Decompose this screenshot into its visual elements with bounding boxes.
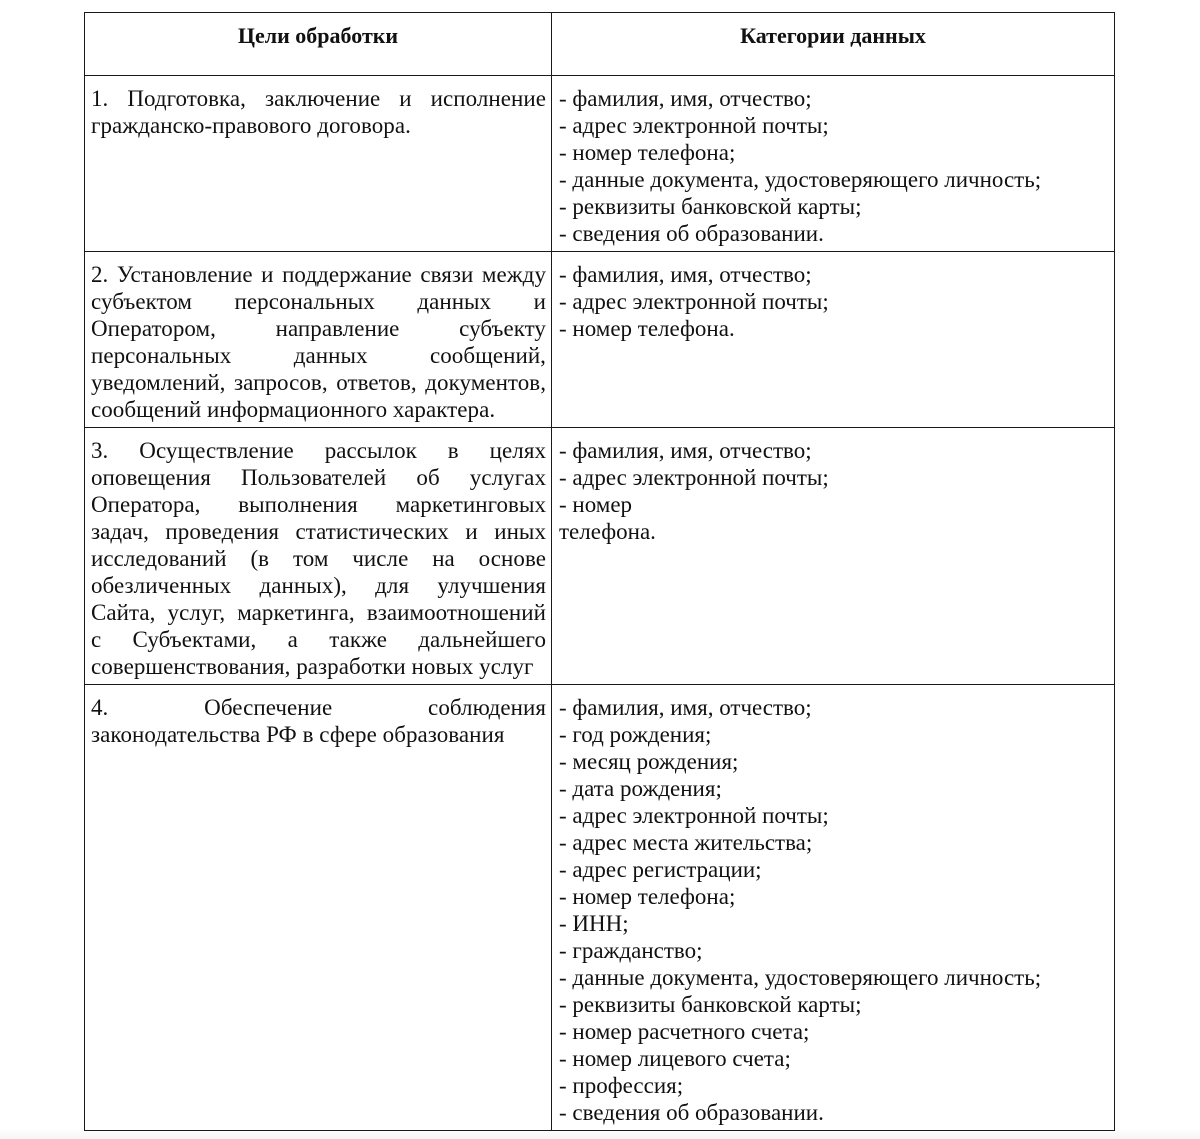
categories-list [552,428,1114,545]
header-goals: Цели обработки [85,13,552,76]
goal-text: 4. Обеспечение соблюдения законодательства РФ в сфере образования [91,695,546,747]
categories-cell [552,76,1115,252]
table-row [85,76,1115,252]
list-item: - адрес электронной почты; [559,465,829,490]
goal-cell [85,428,552,685]
header-categories: Категории данных [552,13,1115,76]
list-item: - сведения об образовании. [559,1100,824,1125]
goal-text: 3. Осуществление рассылок в целях оповещения Пользователей об услугах Оператора, выполнения маркетинговых задач, проведения статистических и иных исследований (в том числе на основе обезличенных данных), для улучшения Сайта, услуг, маркетинга, взаимоотношений с Субъектами, а также дальнейшего совершенствования, разработки новых услуг [91,438,546,679]
list-item: - адрес электронной почты; [559,803,829,828]
categories-cell [552,428,1115,685]
list-item: - гражданство; [559,938,703,963]
list-item: - адрес регистрации; [559,857,762,882]
list-item: - номер телефона; [559,140,736,165]
goal-cell [85,76,552,252]
list-item: - фамилия, имя, отчество; [559,262,812,287]
categories-list [552,76,1114,247]
list-item: - реквизиты банковской карты; [559,194,862,219]
goal-cell [85,252,552,428]
categories-list [552,685,1114,1126]
list-item: - номер расчетного счета; [559,1019,810,1044]
list-item: - номер телефона; [559,884,736,909]
list-item: - адрес места жительства; [559,830,813,855]
table-header-row [85,13,1115,76]
list-item: - адрес электронной почты; [559,289,829,314]
list-item: телефона. [559,519,656,544]
categories-list [552,252,1114,342]
list-item: - данные документа, удостоверяющего личность; [559,167,1042,192]
list-item: - ИНН; [559,911,629,936]
table-row [85,252,1115,428]
list-item: - номер [559,492,633,517]
list-item: - фамилия, имя, отчество; [559,86,812,111]
categories-cell [552,252,1115,428]
table-row [85,685,1115,1131]
table-row [85,428,1115,685]
categories-cell [552,685,1115,1131]
list-item: - дата рождения; [559,776,722,801]
list-item: - адрес электронной почты; [559,113,829,138]
processing-purposes-table [84,12,1115,1131]
goal-text: 2. Установление и поддержание связи между субъектом персональных данных и Оператором, направление субъекту персональных данных сообщений, уведомлений, запросов, ответов, документов, сообщений информационного характера. [91,262,546,422]
list-item: - номер лицевого счета; [559,1046,791,1071]
list-item: - сведения об образовании. [559,221,824,246]
list-item: - профессия; [559,1073,684,1098]
list-item: - реквизиты банковской карты; [559,992,862,1017]
list-item: - фамилия, имя, отчество; [559,438,812,463]
list-item: - год рождения; [559,722,712,747]
list-item: - номер телефона. [559,316,735,341]
goal-text: 1. Подготовка, заключение и исполнение гражданско-правового договора. [91,86,546,138]
list-item: - месяц рождения; [559,749,739,774]
list-item: - данные документа, удостоверяющего личность; [559,965,1042,990]
goal-cell [85,685,552,1131]
list-item: - фамилия, имя, отчество; [559,695,812,720]
